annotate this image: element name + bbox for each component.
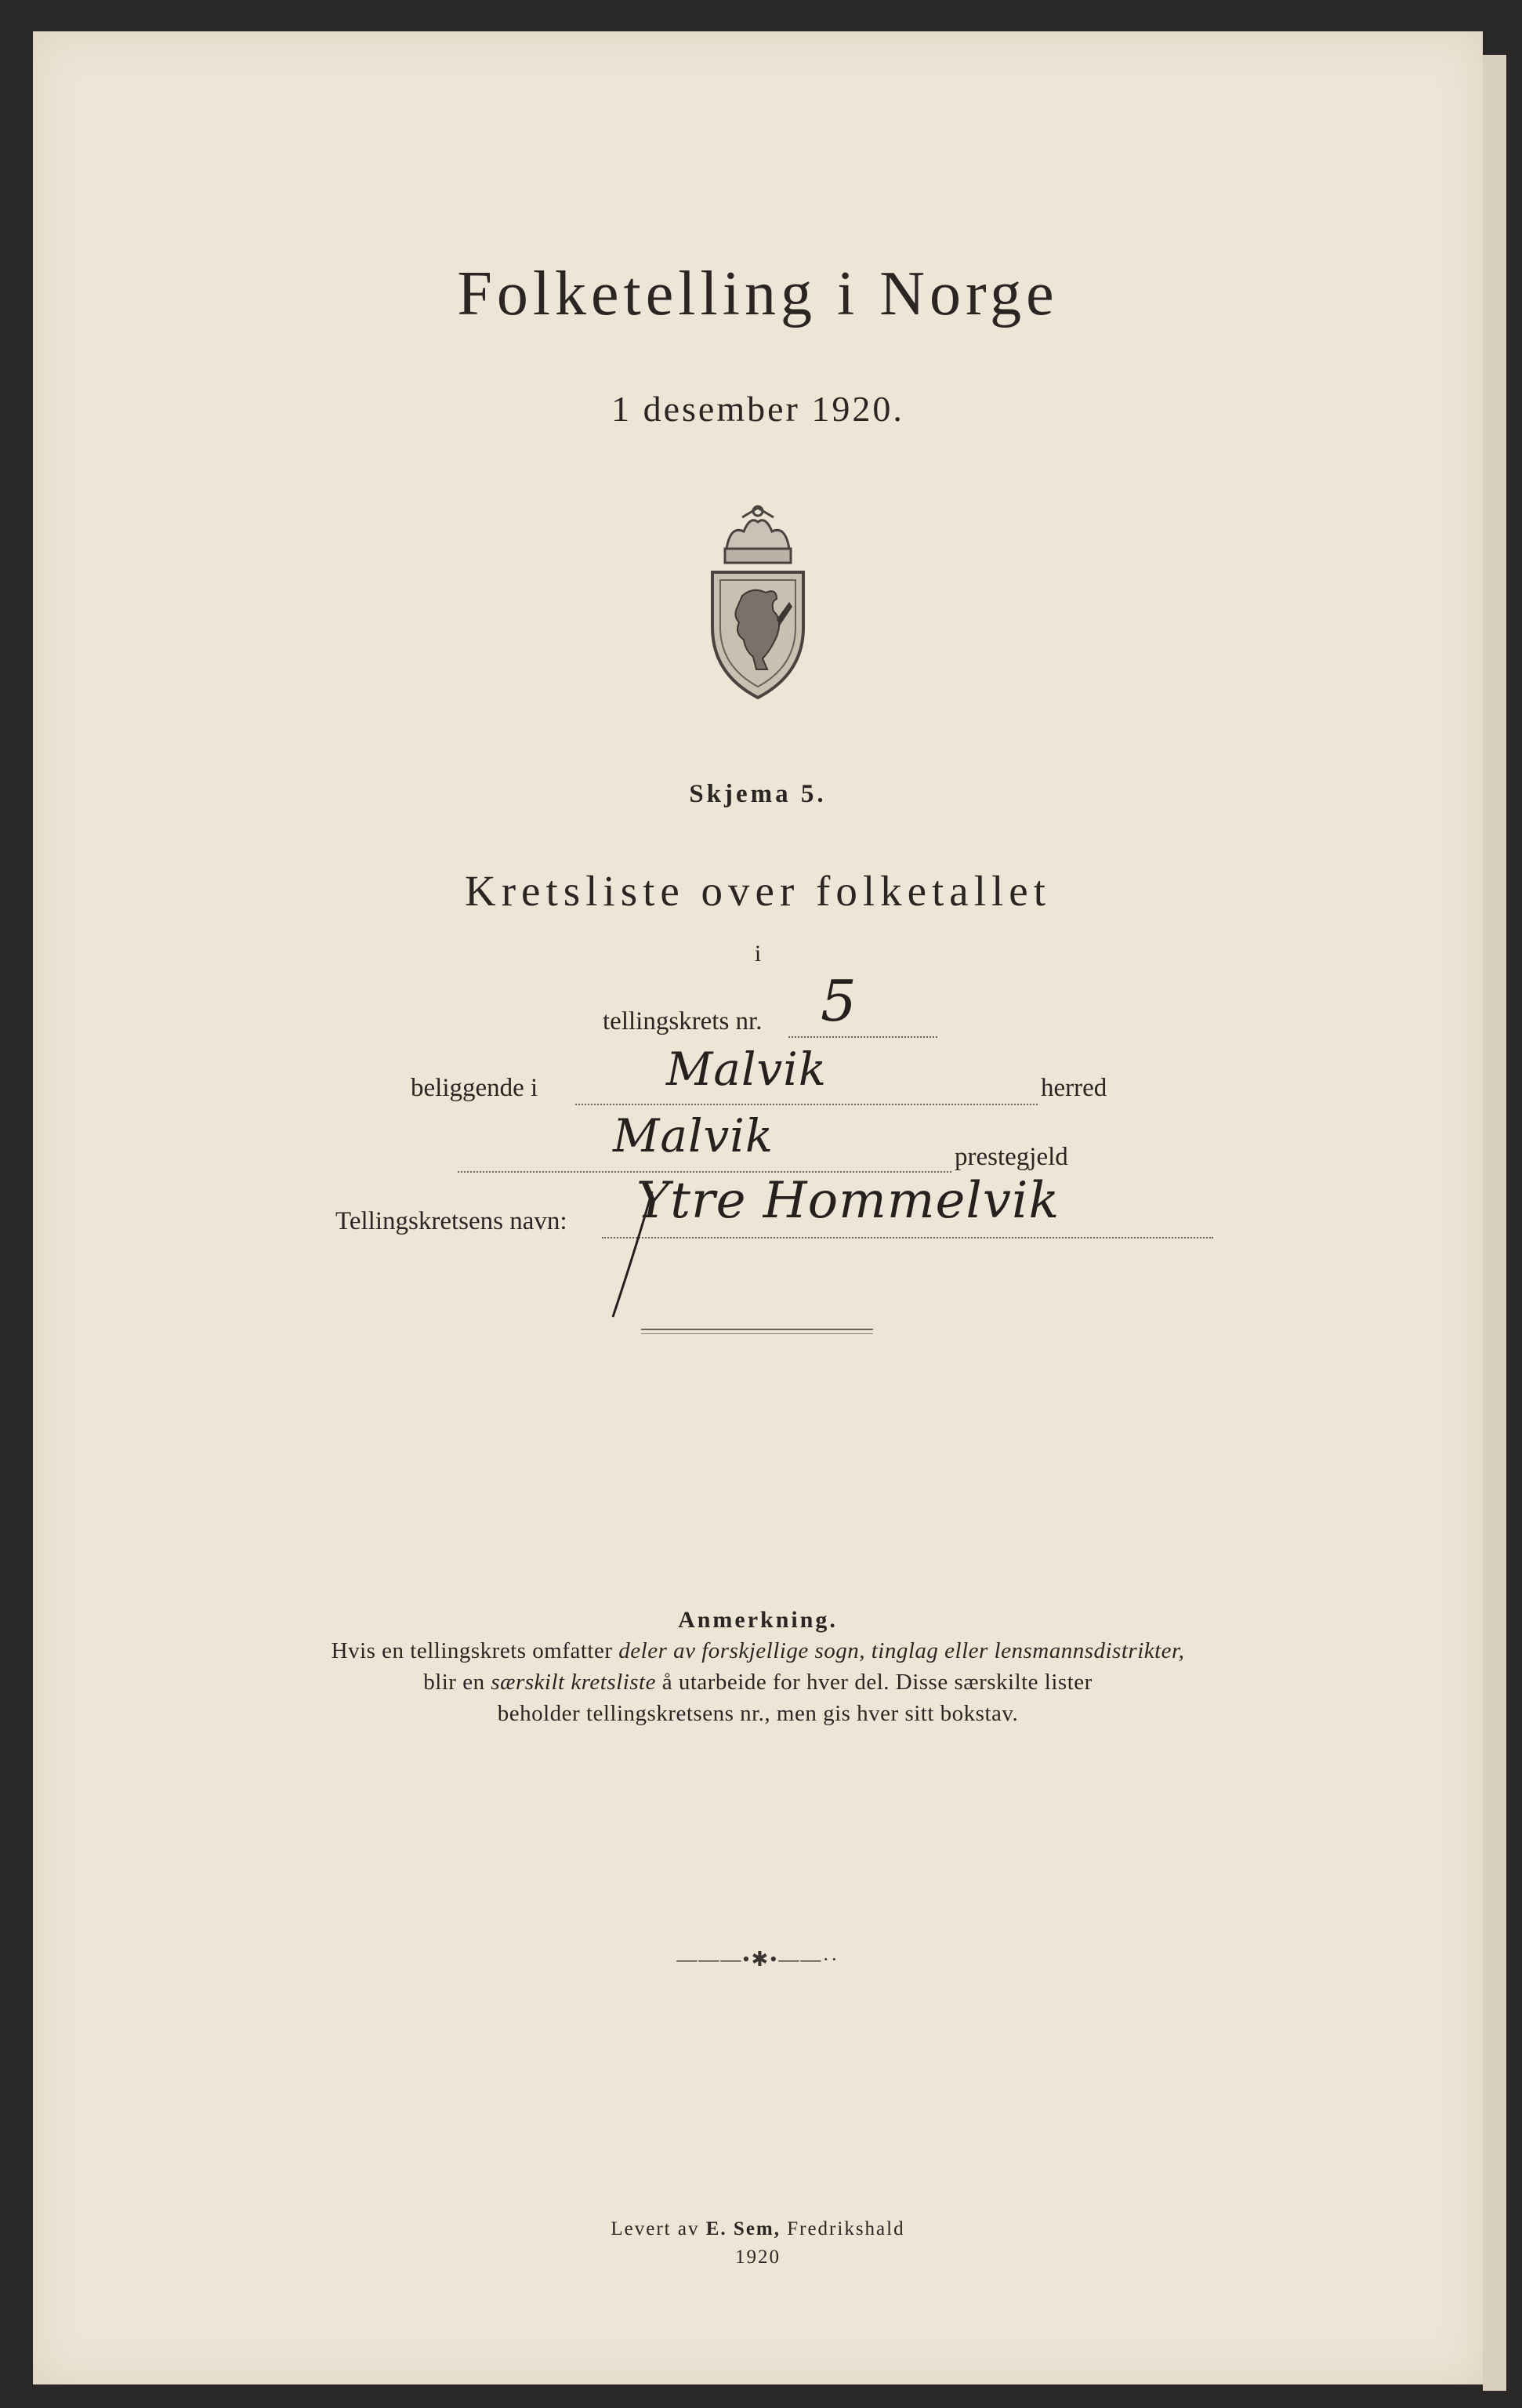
schema-number: Skjema 5. <box>689 780 827 808</box>
printer-credit: Levert av E. Sem, Fredrikshald <box>611 2218 905 2239</box>
page-edge <box>1483 55 1506 2391</box>
krets-value-handwritten: 5 <box>821 968 857 1034</box>
census-date: 1 desember 1920. <box>611 389 904 429</box>
navn-value-handwritten: Ytre Hommelvik <box>636 1172 1060 1230</box>
census-form-page <box>33 31 1483 2384</box>
document-title: Folketelling i Norge <box>457 259 1059 328</box>
norwegian-coat-of-arms-icon <box>695 502 821 705</box>
note-line-2: blir en særskilt kretsliste å utarbeide for hver del. Disse særskilte lister <box>423 1670 1093 1695</box>
prestegjeld-label: prestegjeld <box>955 1143 1068 1171</box>
ornament-divider: ———•✱•——·· <box>676 1948 839 1971</box>
prestegjeld-value-handwritten: Malvik <box>613 1109 774 1162</box>
navn-line <box>602 1237 1213 1238</box>
krets-label: tellingskrets nr. <box>603 1007 763 1035</box>
connector-word: i <box>754 941 762 966</box>
printer-year: 1920 <box>735 2247 781 2268</box>
beliggende-label: beliggende i <box>411 1074 538 1102</box>
handwriting-stroke <box>605 1184 668 1325</box>
note-line-1: Hvis en tellingskrets omfatter deler av forskjellige sogn, tinglag eller lensmannsdistrikter, <box>331 1638 1185 1663</box>
note-title: Anmerkning. <box>678 1607 838 1633</box>
divider-line <box>641 1329 873 1330</box>
form-heading: Kretsliste over folketallet <box>465 867 1051 915</box>
divider-line-thin <box>641 1333 873 1334</box>
note-line-3: beholder tellingskretsens nr., men gis hver sitt bokstav. <box>497 1701 1019 1726</box>
navn-label: Tellingskretsens navn: <box>335 1207 567 1235</box>
krets-line <box>788 1036 937 1038</box>
herred-value-handwritten: Malvik <box>666 1043 827 1096</box>
herred-line <box>575 1104 1038 1105</box>
herred-label: herred <box>1041 1074 1107 1102</box>
